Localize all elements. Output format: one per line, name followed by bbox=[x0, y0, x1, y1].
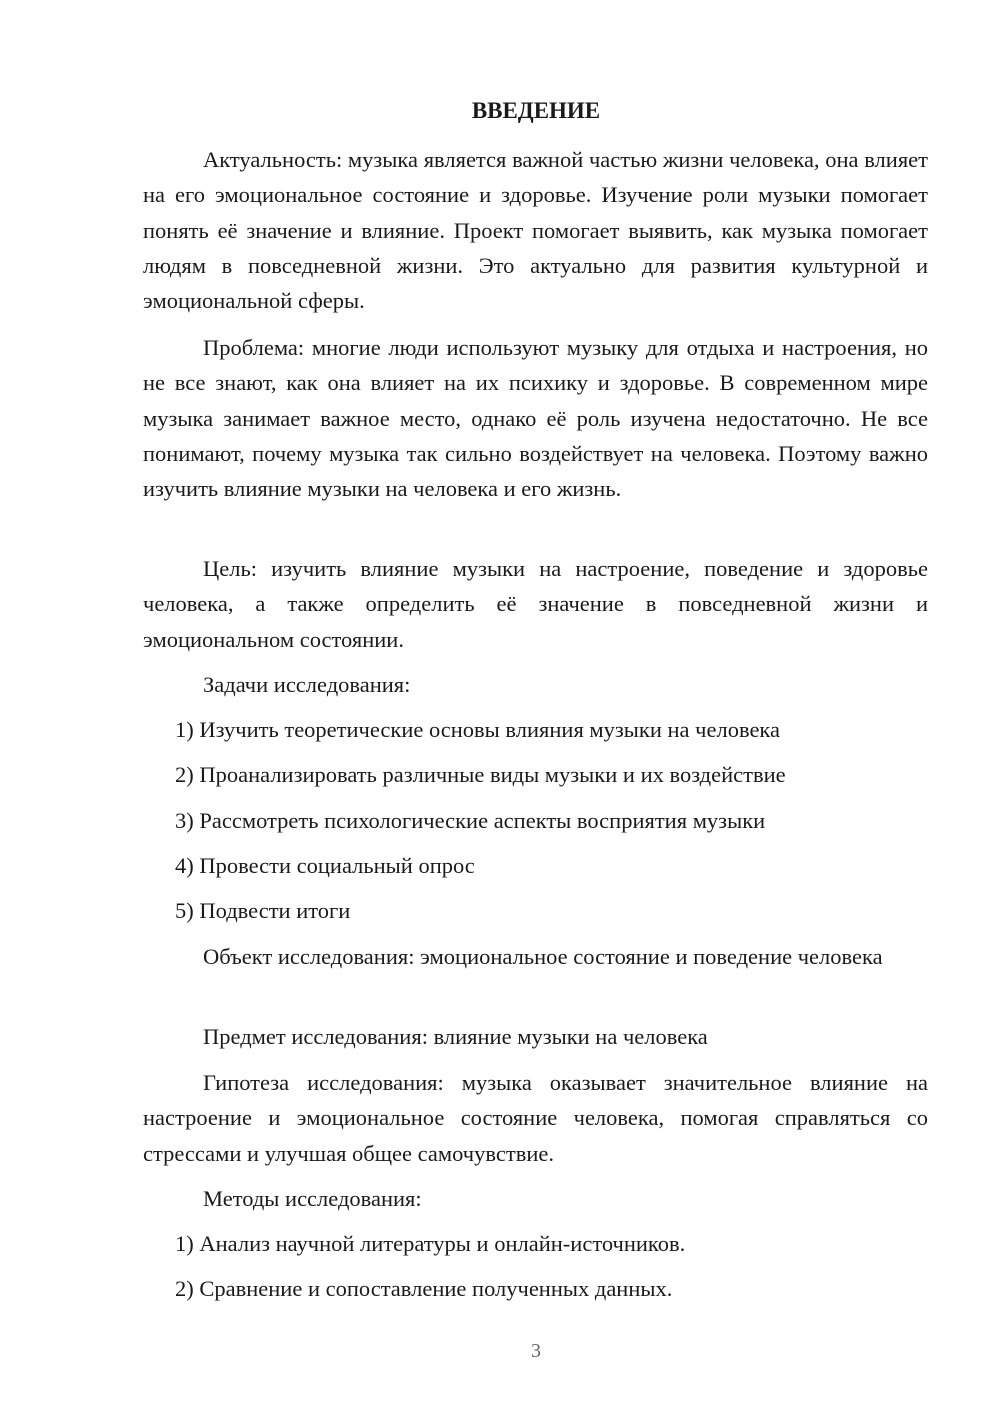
goal-text: Цель: изучить влияние музыки на настроение, поведение и здоровье человека, а также определить её значение в повседневной жизни и эмоциональном состоянии. bbox=[143, 556, 928, 652]
task-item bbox=[143, 803, 928, 838]
subject-paragraph bbox=[143, 1019, 928, 1054]
relevance-text: Актуальность: музыка является важной частью жизни человека, она влияет на его эмоциональное состояние и здоровье. Изучение роли музыки помогает понять её значение и влияние. Проект помогает выявить, как музыка помогает людям в повседневной жизни. Это актуально для развития культурной и эмоциональной сферы. bbox=[143, 147, 928, 314]
methods-title-text: Методы исследования: bbox=[203, 1186, 422, 1211]
problem-text: Проблема: многие люди используют музыку для отдыха и настроения, но не все знают, как она влияет на их психику и здоровье. В современном мире музыка занимает важное место, однако её роль изучена недостаточно. Не все понимают, почему музыка так сильно воздействует на человека. Поэтому важно изучить влияние музыки на человека и его жизнь. bbox=[143, 335, 928, 502]
task-item-text: 5) Подвести итоги bbox=[175, 898, 351, 923]
relevance-paragraph bbox=[143, 142, 928, 318]
methods-title bbox=[143, 1181, 928, 1216]
object-paragraph bbox=[143, 939, 928, 974]
page-title: ВВЕДЕНИЕ bbox=[471, 98, 601, 123]
task-item-text: 4) Провести социальный опрос bbox=[175, 853, 475, 878]
task-item-text: 1) Изучить теоретические основы влияния музыки на человека bbox=[175, 717, 781, 742]
task-item bbox=[143, 712, 928, 747]
page-number: 3 bbox=[531, 1340, 541, 1362]
task-item-text: 3) Рассмотреть психологические аспекты восприятия музыки bbox=[175, 808, 766, 833]
subject-text: Предмет исследования: влияние музыки на человека bbox=[203, 1024, 708, 1049]
task-item bbox=[143, 848, 928, 883]
method-item-text: 1) Анализ научной литературы и онлайн-источников. bbox=[175, 1231, 686, 1256]
task-item-text: 2) Проанализировать различные виды музыки и их воздействие bbox=[175, 762, 786, 787]
hypothesis-paragraph bbox=[143, 1065, 928, 1171]
method-item-text: 2) Сравнение и сопоставление полученных данных. bbox=[175, 1276, 673, 1301]
method-item bbox=[143, 1271, 928, 1306]
task-item bbox=[143, 893, 928, 928]
tasks-title bbox=[143, 667, 928, 702]
hypothesis-text: Гипотеза исследования: музыка оказывает значительное влияние на настроение и эмоциональное состояние человека, помогая справляться со стрессами и улучшая общее самочувствие. bbox=[143, 1070, 928, 1166]
tasks-title-text: Задачи исследования: bbox=[203, 672, 411, 697]
task-item bbox=[143, 757, 928, 792]
object-text: Объект исследования: эмоциональное состояние и поведение человека bbox=[203, 944, 883, 969]
goal-paragraph bbox=[143, 551, 928, 657]
problem-paragraph bbox=[143, 330, 928, 506]
method-item bbox=[143, 1226, 928, 1261]
